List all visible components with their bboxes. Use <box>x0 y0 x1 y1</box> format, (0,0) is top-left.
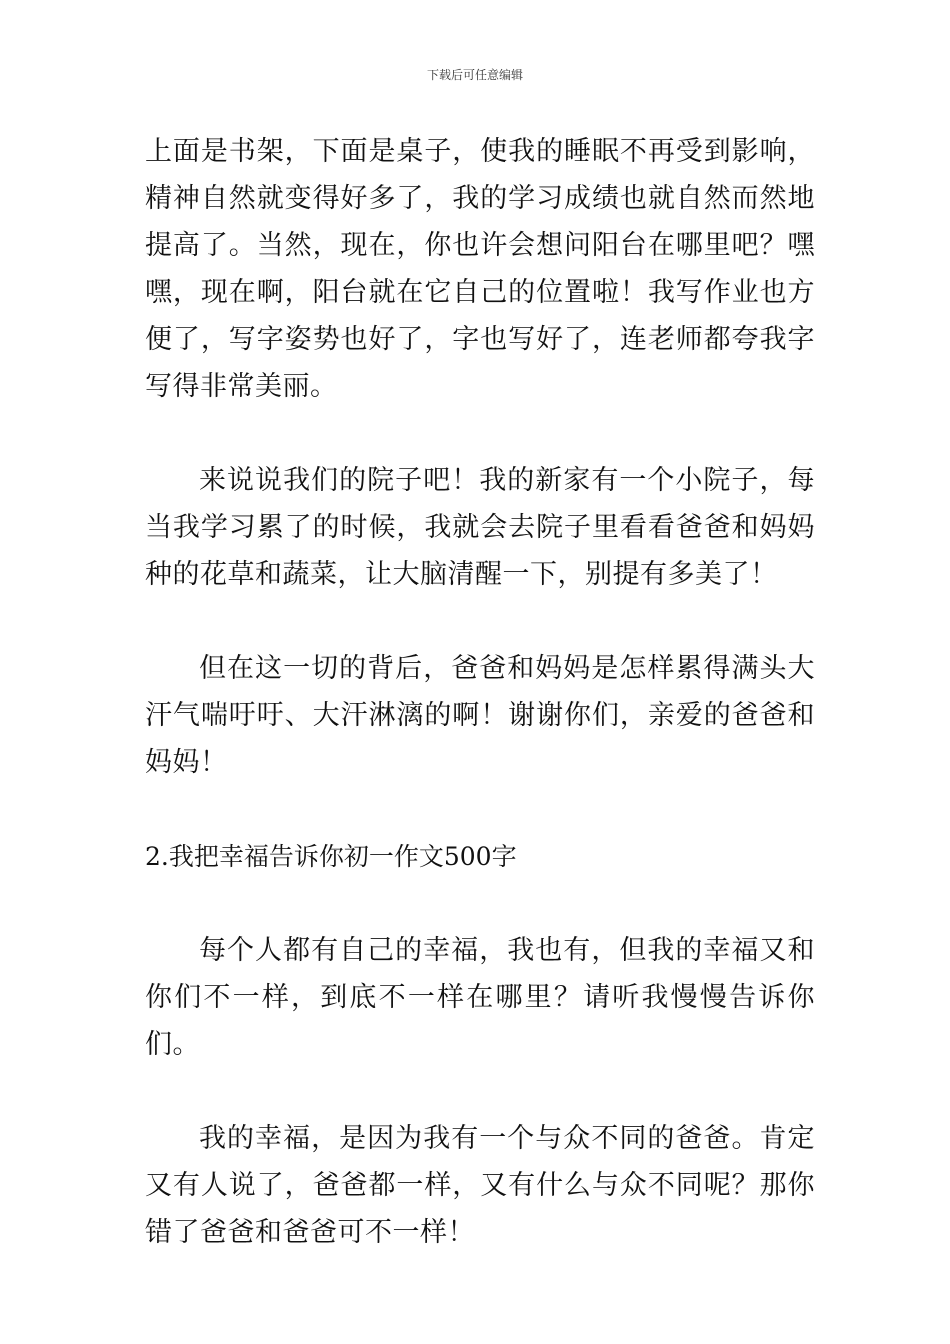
paragraph: 上面是书架，下面是桌子，使我的睡眠不再受到影响，精神自然就变得好多了，我的学习成绩也就自然而然地提高了。当然，现在，你也许会想问阳台在哪里吧？嘿嘿，现在啊，阳台就在它自己的位置啦！我写作业也方便了，写字姿势也好了，字也写好了，连老师都夸我字写得非常美丽。 <box>145 136 815 402</box>
paragraph: 但在这一切的背后，爸爸和妈妈是怎样累得满头大汗气喘吁吁、大汗淋漓的啊！谢谢你们，亲爱的爸爸和妈妈！ <box>145 653 815 778</box>
paragraph: 来说说我们的院子吧！我的新家有一个小院子，每当我学习累了的时候，我就会去院子里看看爸爸和妈妈种的花草和蔬菜，让大脑清醒一下，别提有多美了！ <box>145 465 815 590</box>
header-note: 下载后可任意编辑 <box>426 68 523 82</box>
paragraph: 我的幸福，是因为我有一个与众不同的爸爸。肯定又有人说了，爸爸都一样，又有什么与众不同呢？那你错了爸爸和爸爸可不一样！ <box>145 1123 815 1248</box>
paragraph: 每个人都有自己的幸福，我也有，但我的幸福又和你们不一样，到底不一样在哪里？请听我慢慢告诉你们。 <box>145 935 815 1060</box>
section-heading: 2.我把幸福告诉你初一作文500字 <box>145 842 517 871</box>
document-body <box>145 128 815 1303</box>
